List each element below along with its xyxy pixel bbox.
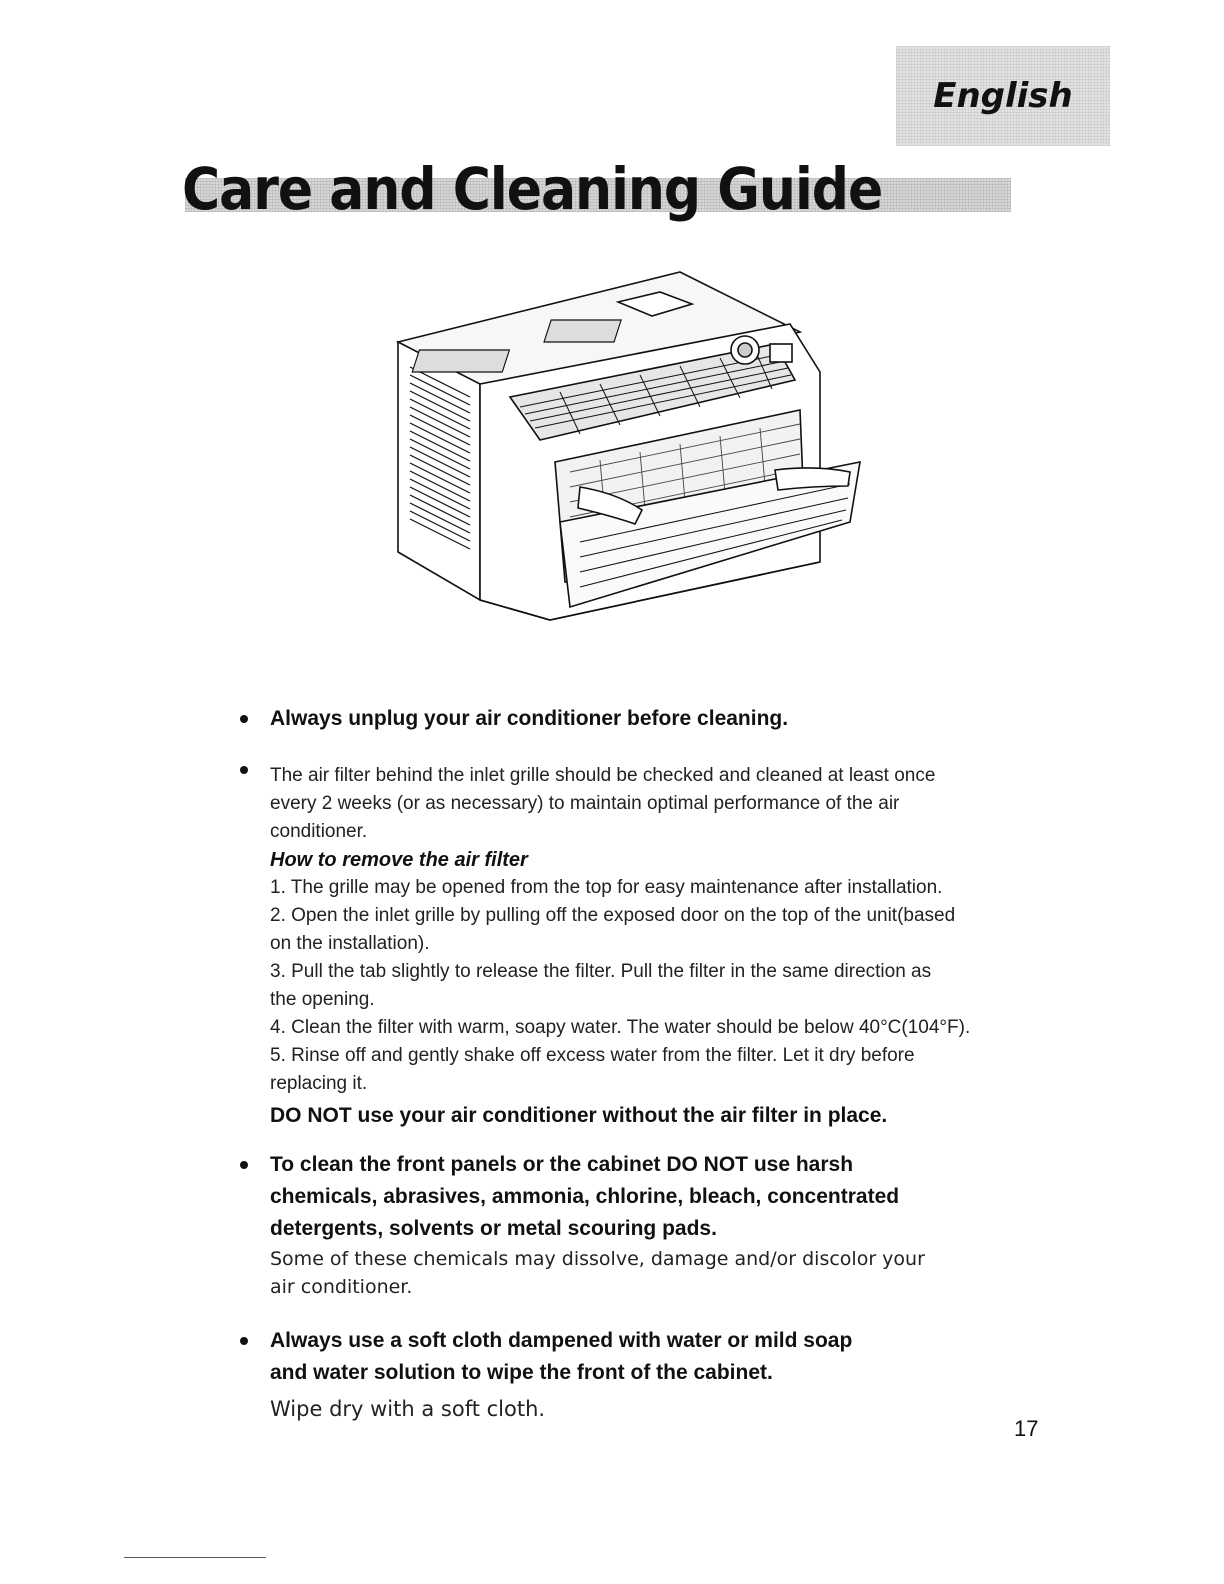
soft-cloth-line: and water solution to wipe the front of the cabinet. [270,1361,773,1384]
footer-rule [124,1557,266,1558]
filter-step: 4. Clean the filter with warm, soapy water. The water should be below 40°C(104°F). [270,1017,971,1038]
how-to-heading: How to remove the air filter [270,849,528,871]
filter-intro-line: every 2 weeks (or as necessary) to maintain optimal performance of the air [270,793,900,814]
filter-warning: DO NOT use your air conditioner without the air filter in place. [270,1104,888,1127]
filter-step: replacing it. [270,1073,368,1094]
list-item [240,703,1040,735]
cabinet-warning-line: chemicals, abrasives, ammonia, chlorine, bleach, concentrated [270,1185,900,1208]
filter-step: 3. Pull the tab slightly to release the filter. Pull the filter in the same direction as [270,961,932,982]
cabinet-warning-line: detergents, solvents or metal scouring pads. [270,1217,717,1240]
language-badge [896,46,1110,146]
page-title: Care and Cleaning Guide [182,156,883,224]
bullet-icon [240,1161,248,1169]
soft-cloth-line: Always use a soft cloth dampened with water or mild soap [270,1329,853,1352]
cabinet-note-line: air conditioner. [270,1276,413,1298]
filter-step: 2. Open the inlet grille by pulling off the exposed door on the top of the unit(based [270,905,956,926]
list-item [240,762,1040,1132]
language-label: English [933,76,1073,116]
page-number: 17 [1014,1416,1039,1441]
filter-step: 1. The grille may be opened from the top for easy maintenance after installation. [270,877,943,898]
soft-cloth-note: Wipe dry with a soft cloth. [270,1397,546,1421]
cabinet-note-line: Some of these chemicals may dissolve, damage and/or discolor your [270,1248,925,1270]
bullet-icon [240,766,248,774]
air-conditioner-filter-removal-illustration [380,262,880,622]
list-item [240,1149,1040,1301]
list-item [240,1325,1040,1423]
bullet-icon [240,1337,248,1345]
filter-intro-line: conditioner. [270,821,368,842]
filter-intro-line: The air filter behind the inlet grille should be checked and cleaned at least once [270,765,936,786]
cabinet-warning-line: To clean the front panels or the cabinet DO NOT use harsh [270,1153,854,1176]
bullet-icon [240,715,248,723]
unplug-warning: Always unplug your air conditioner before cleaning. [270,707,789,730]
filter-step: on the installation). [270,933,430,954]
filter-step: 5. Rinse off and gently shake off excess water from the filter. Let it dry before [270,1045,915,1066]
filter-step: the opening. [270,989,375,1010]
